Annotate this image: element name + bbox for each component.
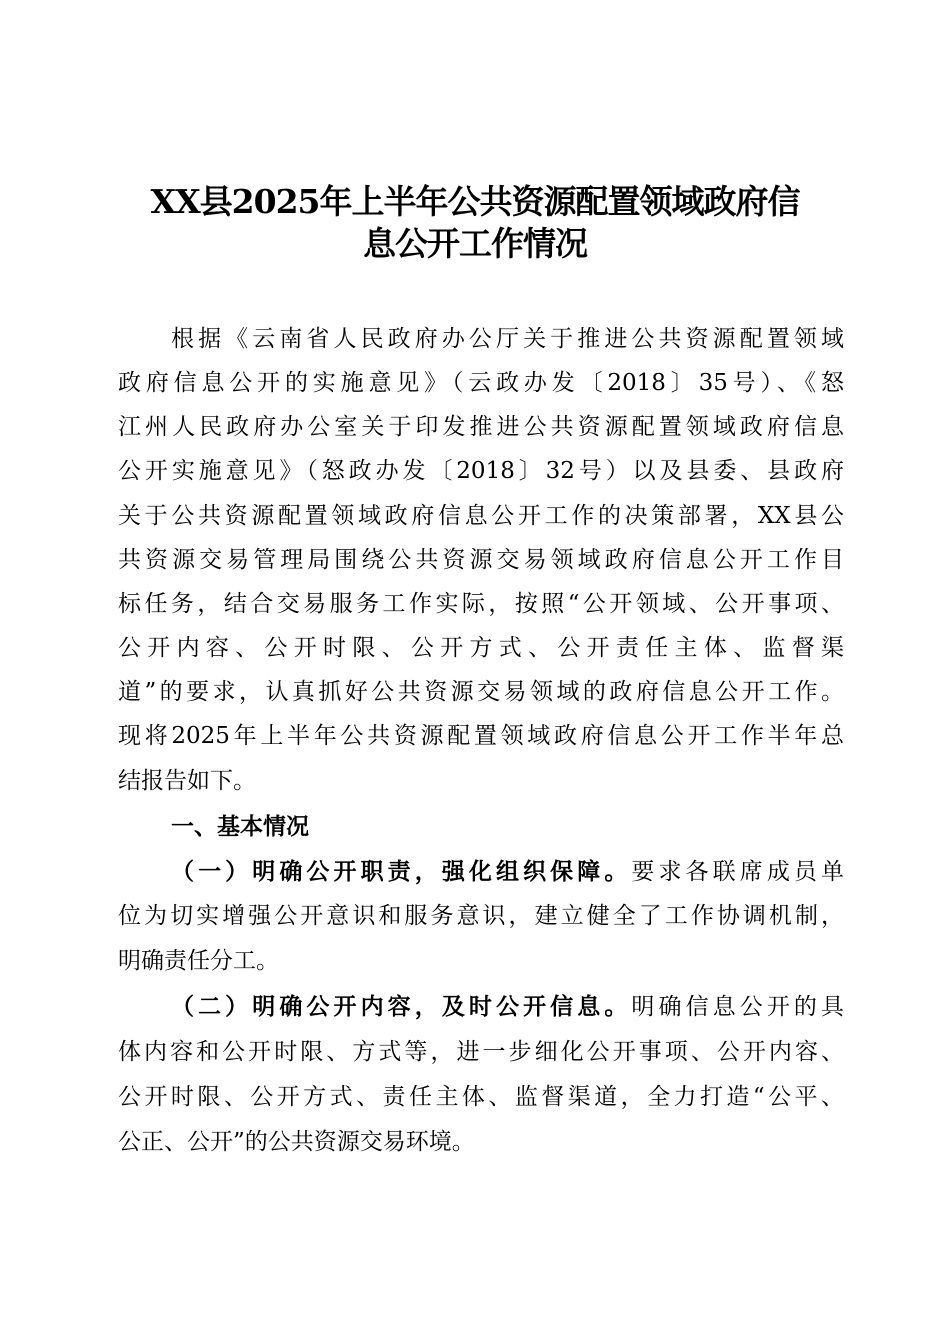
paragraph-line: 公正、公开”的公共资源交易环境。 — [118, 1129, 475, 1155]
paragraph-line: 标任务，结合交易服务工作实际，按照“公开领域、公开事项、 — [118, 591, 844, 617]
paragraph-line: 公开时限、公开方式、责任主体、监督渠道，全力打造“公平、 — [118, 1084, 844, 1110]
document-title-line-1: XX县2025年上半年公共资源配置领域政府信 — [150, 182, 800, 221]
section-2-line-1 — [171, 992, 844, 1022]
paragraph-line: 共资源交易管理局围绕公共资源交易领域政府信息公开工作目 — [118, 547, 844, 573]
paragraph-line: 根据《云南省人民政府办公厅关于推进公共资源配置领域 — [171, 326, 844, 352]
section-2-lead-rest: 明确信息公开的具 — [631, 994, 845, 1020]
paragraph-line: 道”的要求，认真抓好公共资源交易领域的政府信息公开工作。 — [118, 679, 844, 705]
section-2-lead: （二）明确公开内容，及时公开信息。 — [171, 993, 632, 1020]
paragraph-line: 江州人民政府办公室关于印发推进公共资源配置领域政府信息 — [118, 414, 844, 440]
paragraph-line: 关于公共资源配置领域政府信息公开工作的决策部署，XX县公 — [118, 503, 844, 529]
paragraph-line: 公开实施意见》（怒政办发〔2018〕32号）以及县委、县政府 — [118, 458, 844, 484]
paragraph-line: 明确责任分工。 — [118, 948, 279, 974]
section-heading: 一、基本情况 — [171, 814, 309, 840]
paragraph-line: 体内容和公开时限、方式等，进一步细化公开事项、公开内容、 — [118, 1039, 844, 1065]
paragraph-line: 位为切实增强公开意识和服务意识，建立健全了工作协调机制， — [118, 903, 844, 929]
paragraph-line: 结报告如下。 — [118, 768, 256, 794]
section-1-line-1 — [171, 857, 844, 887]
document-title-line-2: 息公开工作情况 — [363, 224, 587, 263]
paragraph-line: 现将2025年上半年公共资源配置领域政府信息公开工作半年总 — [118, 723, 844, 749]
section-1-lead: （一）明确公开职责，强化组织保障。 — [171, 858, 632, 885]
paragraph-line: 政府信息公开的实施意见》（云政办发〔2018〕35号）、《怒 — [118, 370, 844, 396]
section-1-lead-rest: 要求各联席成员单 — [631, 859, 845, 885]
paragraph-line: 公开内容、公开时限、公开方式、公开责任主体、监督渠 — [118, 635, 844, 661]
